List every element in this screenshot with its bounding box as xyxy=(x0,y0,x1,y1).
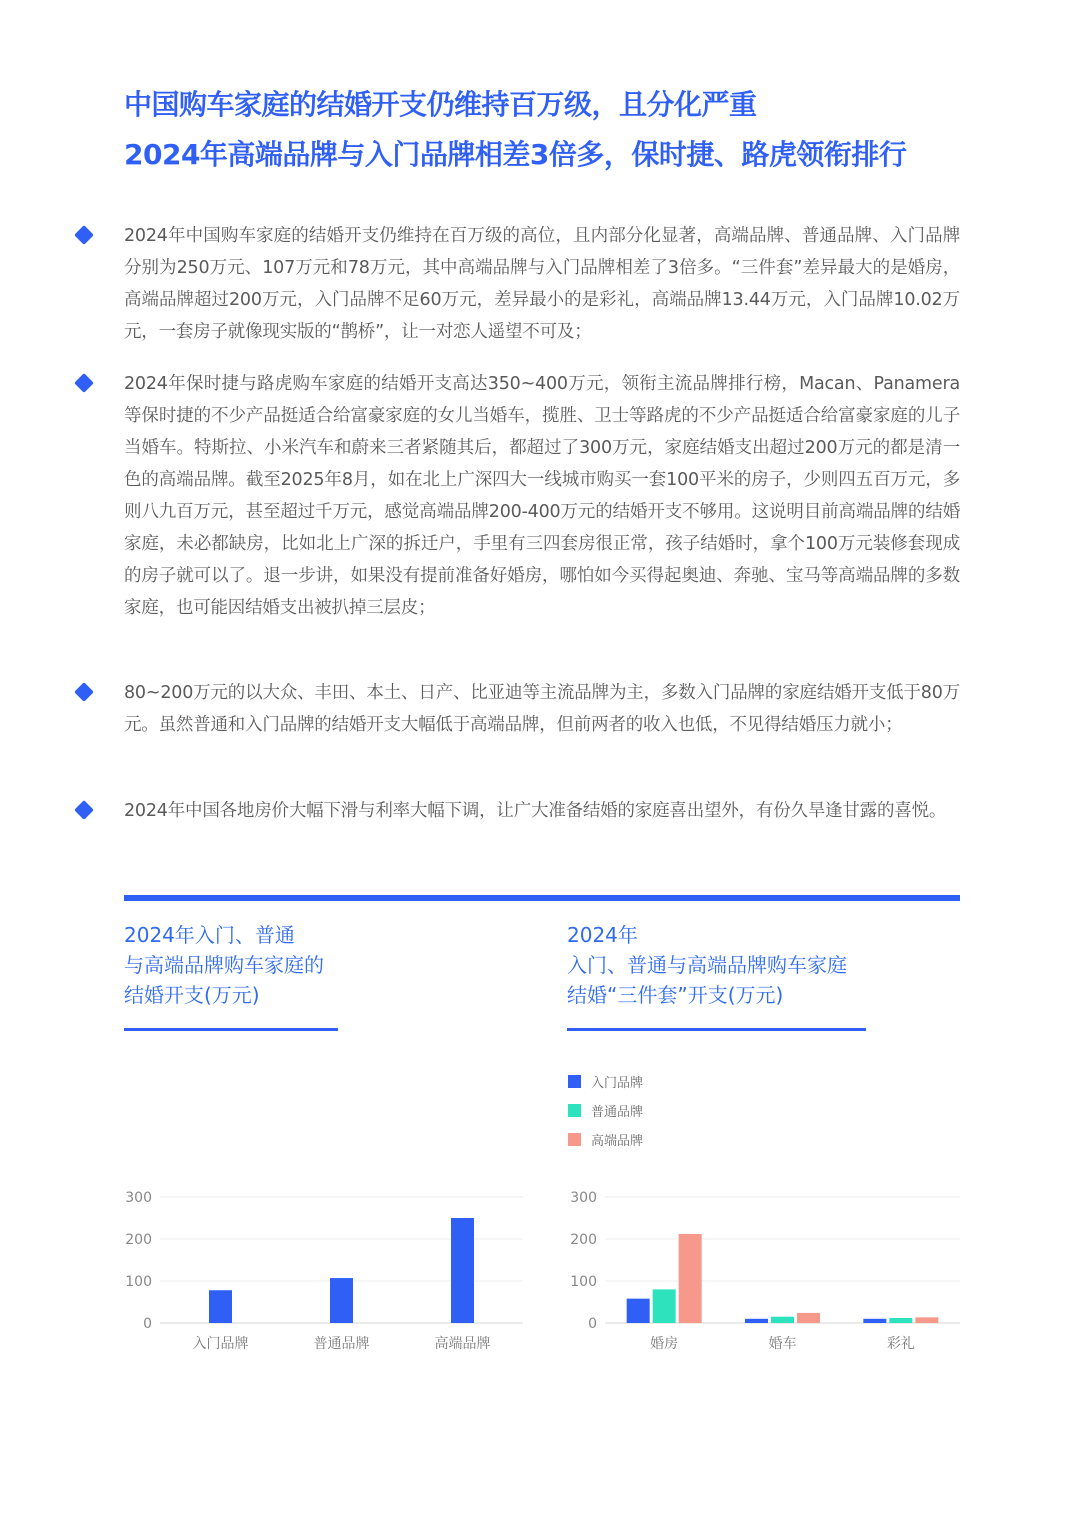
x-tick-label: 婚房 xyxy=(650,1336,679,1352)
bullet-text: 2024年中国各地房价大幅下滑与利率大幅下调，让广大准备结婚的家庭喜出望外，有份久旱逢甘露的喜悦。 xyxy=(124,801,947,821)
chart1-title xyxy=(124,920,324,1010)
y-tick-label: 0 xyxy=(143,1316,152,1332)
diamond-bullet-icon xyxy=(74,800,94,820)
legend-swatch xyxy=(568,1104,581,1117)
title-line-2: 2024年高端品牌与入门品牌相差3倍多，保时捷、路虎领衔排行 xyxy=(124,138,907,171)
chart1-svg xyxy=(110,1180,540,1360)
title-line-1: 中国购车家庭的结婚开支仍维持百万级，且分化严重 xyxy=(124,88,757,121)
chart1-title-line: 结婚开支(万元) xyxy=(124,983,260,1007)
bar xyxy=(209,1290,232,1323)
bar xyxy=(330,1278,353,1323)
bar xyxy=(627,1299,650,1323)
legend-label: 入门品牌 xyxy=(591,1076,644,1091)
bar xyxy=(797,1313,820,1323)
bar xyxy=(863,1319,886,1323)
bar xyxy=(889,1318,912,1323)
chart1-title-line: 2024年入门、普通 xyxy=(124,923,295,947)
y-tick-label: 100 xyxy=(125,1274,152,1290)
y-tick-label: 0 xyxy=(588,1316,597,1332)
diamond-bullet-icon xyxy=(74,373,94,393)
diamond-bullet-icon xyxy=(74,225,94,245)
bullet-text: 2024年中国购车家庭的结婚开支仍维持在百万级的高位，且内部分化显著，高端品牌、普通品牌、入门品牌分别为250万元、107万元和78万元，其中高端品牌与入门品牌相差了3倍多。“三件套”差异最大的是婚房，高端品牌超过200万元，入门品牌不足60万元，差异最小的是彩礼，高端品牌13.44万元，入门品牌10.02万元，一套房子就像现实版的“鹊桥”，让一对恋人遥望不可及； xyxy=(124,226,960,342)
y-tick-label: 200 xyxy=(125,1232,152,1248)
chart2-title-line: 结婚“三件套”开支(万元) xyxy=(567,983,784,1007)
x-tick-label: 高端品牌 xyxy=(434,1336,491,1352)
chart1-title-underline xyxy=(124,1028,338,1031)
chart2-title xyxy=(567,920,847,1010)
x-tick-label: 入门品牌 xyxy=(192,1336,249,1352)
section-divider xyxy=(124,895,960,901)
x-tick-label: 彩礼 xyxy=(886,1336,915,1352)
bar xyxy=(915,1317,938,1323)
chart1-title-line: 与高端品牌购车家庭的 xyxy=(124,953,324,977)
y-tick-label: 100 xyxy=(570,1274,597,1290)
bar xyxy=(745,1319,768,1323)
bar xyxy=(451,1218,474,1323)
legend-swatch xyxy=(568,1133,581,1146)
bullet-text: 2024年保时捷与路虎购车家庭的结婚开支高达350~400万元，领衔主流品牌排行榜，Macan、Panamera等保时捷的不少产品挺适合给富豪家庭的女儿当婚车，揽胜、卫士等路虎的不少产品挺适合给富豪家庭的儿子当婚车。特斯拉、小米汽车和蔚来三者紧随其后，都超过了300万元，家庭结婚支出超过200万元的都是清一色的高端品牌。截至2025年8月，如在北上广深四大一线城市购买一套100平米的房子，少则四五百万元，多则八九百万元，甚至超过千万元，感觉高端品牌200-400万元的结婚开支不够用。这说明目前高端品牌的结婚家庭，未必都缺房，比如北上广深的拆迁户，手里有三四套房很正常，孩子结婚时，拿个100万元装修套现成的房子就可以了。退一步讲，如果没有提前准备好婚房，哪怕如今买得起奥迪、奔驰、宝马等高端品牌的多数家庭，也可能因结婚支出被扒掉三层皮； xyxy=(124,374,960,618)
bar xyxy=(653,1289,676,1323)
x-tick-label: 普通品牌 xyxy=(313,1336,370,1352)
bar xyxy=(679,1234,702,1323)
diamond-bullet-icon xyxy=(74,682,94,702)
chart2-title-line: 2024年 xyxy=(567,923,638,947)
y-tick-label: 200 xyxy=(570,1232,597,1248)
bar xyxy=(771,1317,794,1323)
chart2-title-line: 入门、普通与高端品牌购车家庭 xyxy=(567,953,847,977)
chart2-svg xyxy=(555,1060,975,1360)
legend-label: 高端品牌 xyxy=(591,1134,644,1149)
chart2-title-underline xyxy=(567,1028,866,1031)
x-tick-label: 婚车 xyxy=(768,1336,797,1352)
legend-label: 普通品牌 xyxy=(591,1105,644,1120)
legend-swatch xyxy=(568,1075,581,1088)
y-tick-label: 300 xyxy=(125,1190,152,1206)
y-tick-label: 300 xyxy=(570,1190,597,1206)
page-title xyxy=(124,80,1024,180)
bullet-text: 80~200万元的以大众、丰田、本土、日产、比亚迪等主流品牌为主，多数入门品牌的家庭结婚开支低于80万元。虽然普通和入门品牌的结婚开支大幅低于高端品牌，但前两者的收入也低，不见得结婚压力就小； xyxy=(124,683,960,735)
